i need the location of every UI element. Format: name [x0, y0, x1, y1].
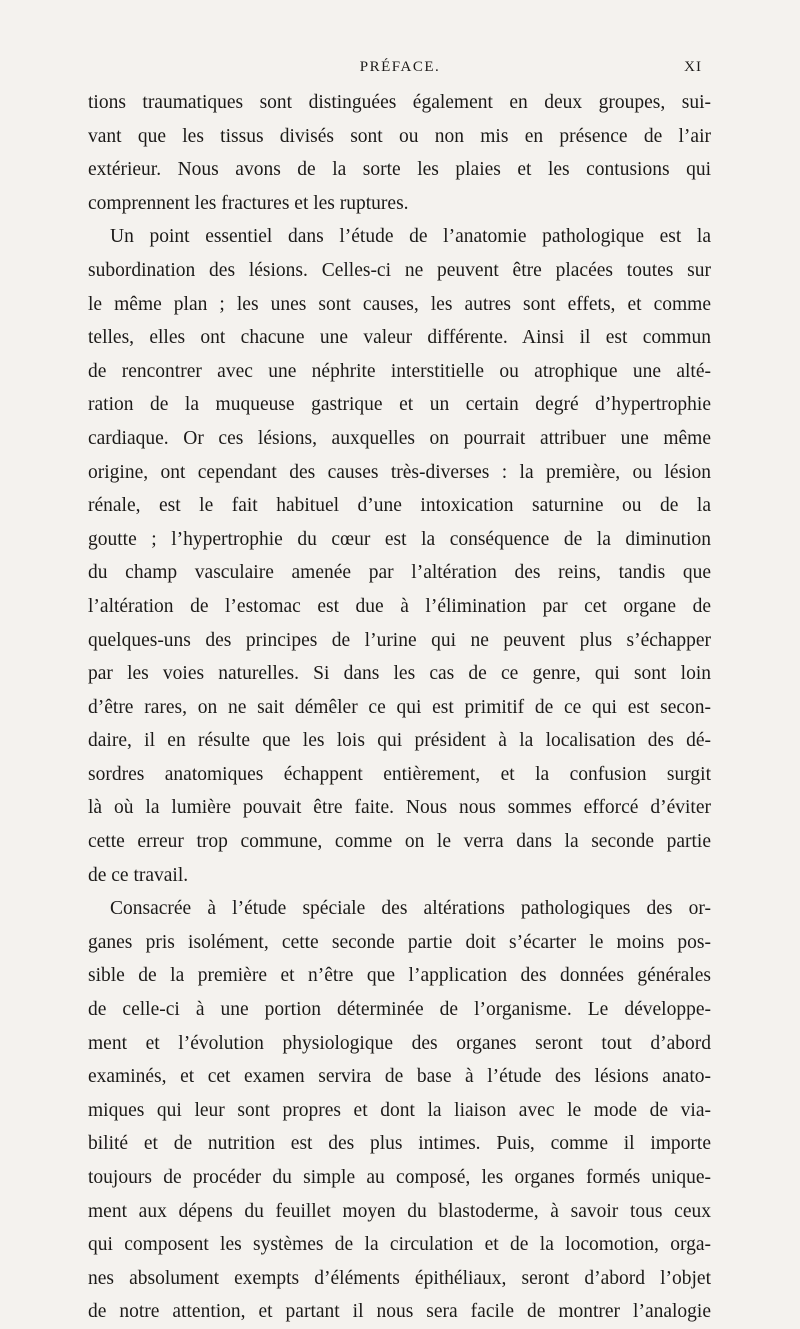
text-line: tions traumatiques sont distinguées également en deux groupes, sui-	[88, 92, 711, 113]
text-line: qui composent les systèmes de la circulation et de la locomotion, orga-	[88, 1234, 711, 1256]
running-head	[0, 55, 800, 79]
text-line: examinés, et cet examen servira de base à l’étude des lésions anato-	[88, 1066, 711, 1088]
text-line: vant que les tissus divisés sont ou non mis en présence de l’air	[88, 125, 711, 147]
text-line: cette erreur trop commune, comme on le verra dans la seconde partie	[88, 831, 711, 853]
text-line: du champ vasculaire amenée par l’altération des reins, tandis que	[88, 562, 711, 584]
text-line: ration de la muqueuse gastrique et un certain degré d’hypertrophie	[88, 394, 711, 416]
text-line: ment et l’évolution physiologique des organes seront tout d’abord	[88, 1032, 711, 1054]
text-line: rénale, est le fait habituel d’une intoxication saturnine ou de la	[88, 495, 711, 517]
text-line: ganes pris isolément, cette seconde partie doit s’écarter le moins pos-	[88, 931, 711, 953]
text-line: sordres anatomiques échappent entièrement, et la confusion surgit	[88, 763, 711, 785]
text-line: miques qui leur sont propres et dont la liaison avec le mode de via-	[88, 1099, 711, 1121]
text-line: de rencontrer avec une néphrite interstitielle ou atrophique une alté-	[88, 360, 711, 382]
text-line: là où la lumière pouvait être faite. Nous nous sommes efforcé d’éviter	[88, 797, 711, 819]
text-line: quelques-uns des principes de l’urine qui ne peuvent plus s’échapper	[88, 629, 711, 651]
text-line: comprennent les fractures et les ruptures.	[88, 192, 409, 214]
text-line: Un point essentiel dans l’étude de l’anatomie pathologique est la	[110, 226, 711, 248]
text-line: d’être rares, on ne sait démêler ce qui est primitif de ce qui est secon-	[88, 696, 711, 718]
text-line: par les voies naturelles. Si dans les cas de ce genre, qui sont loin	[88, 663, 711, 685]
text-line: nes absolument exempts d’éléments épithéliaux, seront d’abord l’objet	[88, 1267, 711, 1289]
text-line: goutte ; l’hypertrophie du cœur est la conséquence de la diminution	[88, 528, 711, 550]
text-line: bilité et de nutrition est des plus intimes. Puis, comme il importe	[88, 1133, 711, 1155]
text-line: de celle-ci à une portion déterminée de l’organisme. Le développe-	[88, 999, 711, 1021]
text-line: ment aux dépens du feuillet moyen du blastoderme, à savoir tous ceux	[88, 1200, 711, 1222]
text-line: extérieur. Nous avons de la sorte les plaies et les contusions qui	[88, 159, 711, 181]
text-line: de ce travail.	[88, 864, 189, 886]
text-line: Consacrée à l’étude spéciale des altérations pathologiques des or-	[110, 898, 711, 920]
text-line: cardiaque. Or ces lésions, auxquelles on pourrait attribuer une même	[88, 427, 711, 449]
text-line: telles, elles ont chacune une valeur différente. Ainsi il est commun	[88, 327, 711, 349]
text-line: daire, il en résulte que les lois qui président à la localisation des dé-	[88, 730, 711, 752]
text-line: toujours de procéder du simple au composé, les organes formés unique-	[88, 1167, 711, 1188]
text-line: subordination des lésions. Celles-ci ne peuvent être placées toutes sur	[88, 259, 711, 281]
body-text	[88, 86, 711, 1329]
header-title: PRÉFACE.	[359, 59, 441, 75]
text-line: le même plan ; les unes sont causes, les autres sont effets, et comme	[88, 293, 711, 315]
page-number: XI	[684, 59, 702, 75]
text-line: l’altération de l’estomac est due à l’élimination par cet organe de	[88, 595, 711, 617]
text-line: de notre attention, et partant il nous sera facile de montrer l’analogie	[88, 1301, 711, 1323]
text-line: sible de la première et n’être que l’application des données générales	[88, 965, 711, 987]
text-line: origine, ont cependant des causes très-diverses : la première, ou lésion	[88, 461, 711, 483]
